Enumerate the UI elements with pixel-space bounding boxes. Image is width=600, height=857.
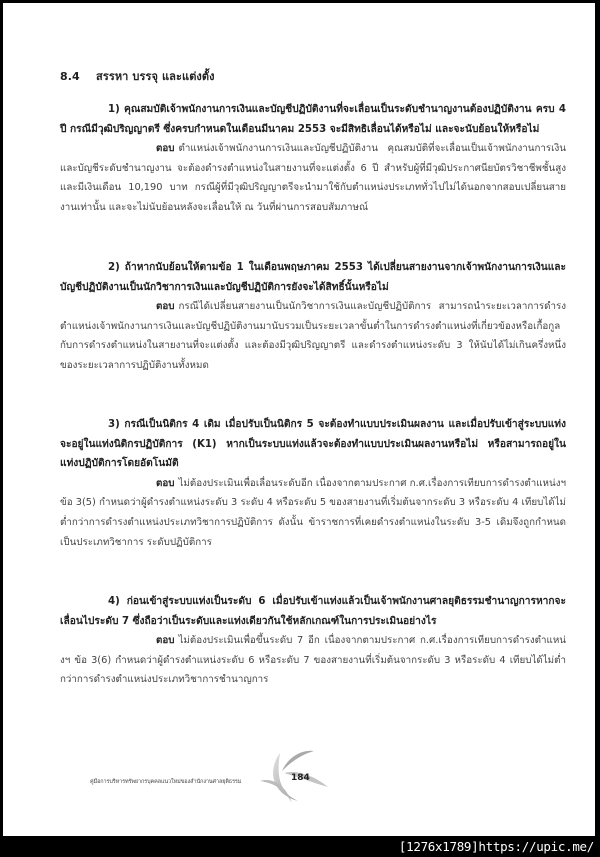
section-number: 8.4 [60, 70, 80, 83]
page-number: 184 [291, 773, 310, 783]
image-watermark: [1276x1789]https://upic.me/ [398, 839, 594, 854]
answer-label: ตอบ [156, 301, 175, 313]
swoosh-logo-icon [258, 741, 368, 811]
section-title: สรรหา บรรจุ และแต่งตั้ง [96, 70, 215, 83]
answer-paragraph [60, 139, 566, 217]
qa-item [60, 415, 566, 552]
answer-label: ตอบ [156, 477, 175, 489]
document-page [3, 3, 595, 836]
answer-paragraph [60, 631, 566, 690]
answer-paragraph [60, 297, 566, 375]
footer-title: คู่มือการบริหารทรัพยากรบุคคลแนวใหม่ของสำนักงานศาลยุติธรรม [90, 779, 242, 785]
qa-item [60, 258, 566, 376]
answer-text: ไม่ต้องประเมินเพื่อเลื่อนระดับอีก เนื่องจากตามประกาศ ก.ศ.เรื่องการเทียบการดำรงตำแหน่งฯ ข้อ 3(5) กำหนดว่าผู้ดำรงตำแหน่งระดับ 3 ระดับ 4 หรือระดับ 5 ของสายงานที่เริ่มต้นจากระดับ 3 หรือระดับ 4 เทียบได้ไม่ต่ำกว่าการดำรงตำแหน่งประเภทวิชาการปฏิบัติการ ดังนั้น ข้าราชการที่เคยดำรงตำแหน่งในระดับ 3-5 เดิมจึงถูกกำหนดเป็นประเภทวิชาการ ระดับปฏิบัติการ [60, 477, 566, 548]
answer-text: กรณีได้เปลี่ยนสายงานเป็นนักวิชาการเงินและบัญชีปฏิบัติการ สามารถนำระยะเวลาการดำรงตำแหน่งเจ้าพนักงานการเงินและบัญชีปฏิบัติงานมานับรวมเป็นระยะเวลาขั้นต่ำในการดำรงตำแหน่งที่เกี่ยวข้องหรือเกื้อกูลกับการดำรงตำแหน่งในสายงานที่จะแต่งตั้ง และต้องมีวุฒิปริญญาตรี และดำรงตำแหน่งระดับ 3 ให้นับได้ไม่เกินครึ่งหนึ่งของระยะเวลาการปฏิบัติงานทั้งหมด [60, 301, 566, 371]
answer-text: ไม่ต้องประเมินเพื่อขึ้นระดับ 7 อีก เนื่องจากตามประกาศ ก.ศ.เรื่องการเทียบการดำรงตำแหน่งฯ ข้อ 3(6) กำหนดว่าผู้ดำรงตำแหน่งระดับ 6 หรือระดับ 7 ของสายงานที่เริ่มต้นจากระดับ 3 หรือระดับ 4 เทียบได้ไม่ต่ำกว่าการดำรงตำแหน่งประเภทวิชาการชำนาญการ [60, 635, 566, 686]
question-text: 4) ก่อนเข้าสู่ระบบแท่งเป็นระดับ 6 เมื่อปรับเข้าแท่งแล้วเป็นเจ้าพนักงานศาลยุติธรรมชำนาญการหากจะเลื่อนไประดับ 7 ซึ่งถือว่าเป็นระดับและแท่งเดียวกันใช้หลักเกณฑ์ในการประเมินอย่างไร [60, 596, 566, 627]
answer-label: ตอบ [156, 635, 175, 647]
answer-label: ตอบ [156, 143, 175, 155]
question-text: 2) ถ้าหากนับย้อนให้ตามข้อ 1 ในเดือนพฤษภาคม 2553 ได้เปลี่ยนสายงานจากเจ้าพนักงานการเงินและบัญชีปฏิบัติงานเป็นนักวิชาการเงินและบัญชีปฏิบัติการยังจะได้สิทธิ์นั้นหรือไม่ [60, 262, 566, 293]
section-heading [60, 67, 215, 85]
qa-item [60, 592, 566, 690]
answer-paragraph [60, 474, 566, 552]
question-text: 1) คุณสมบัติเจ้าพนักงานการเงินและบัญชีปฏิบัติงานที่จะเลื่อนเป็นระดับชำนาญงานต้องปฏิบัติงาน ครบ 4 ปี กรณีมีวุฒิปริญญาตรี ซึ่งครบกำหนดในเดือนมีนาคม 2553 จะมีสิทธิเลื่อนได้หรือไม่ และจะนับย้อนให้หรือไม่ [60, 104, 566, 135]
answer-text: ตำแหน่งเจ้าพนักงานการเงินและบัญชีปฏิบัติงาน คุณสมบัติที่จะเลื่อนเป็นเจ้าพนักงานการเงินและบัญชีระดับชำนาญงาน จะต้องดำรงตำแหน่งในสายงานที่จะแต่งตั้ง 6 ปี สำหรับผู้ที่มีวุฒิประกาศนียบัตรวิชาชีพชั้นสูง และมีเงินเดือน 10,190 บาท กรณีผู้ที่มีวุฒิปริญญาตรีจะนำมาใช้กับตำแหน่งประเภททั่วไปไม่ได้นอกจากสอบเปลี่ยนสายงานเท่านั้น และจะไม่นับย้อนหลังจะเลื่อนให้ ณ วันที่ผ่านการสอบสัมภาษณ์ [60, 143, 566, 213]
question-text: 3) กรณีเป็นนิติกร 4 เดิม เมื่อปรับเป็นนิติกร 5 จะต้องทำแบบประเมินผลงาน และเมื่อปรับเข้าสู่ระบบแท่งจะอยู่ในแท่งนิติกรปฏิบัติการ (K1) หากเป็นระบบแท่งแล้วจะต้องทำแบบประเมินผลงานหรือไม่ หรือสามารถอยู่ในแท่งปฏิบัติการโดยอัตโนมัติ [60, 419, 566, 470]
qa-item [60, 100, 566, 218]
